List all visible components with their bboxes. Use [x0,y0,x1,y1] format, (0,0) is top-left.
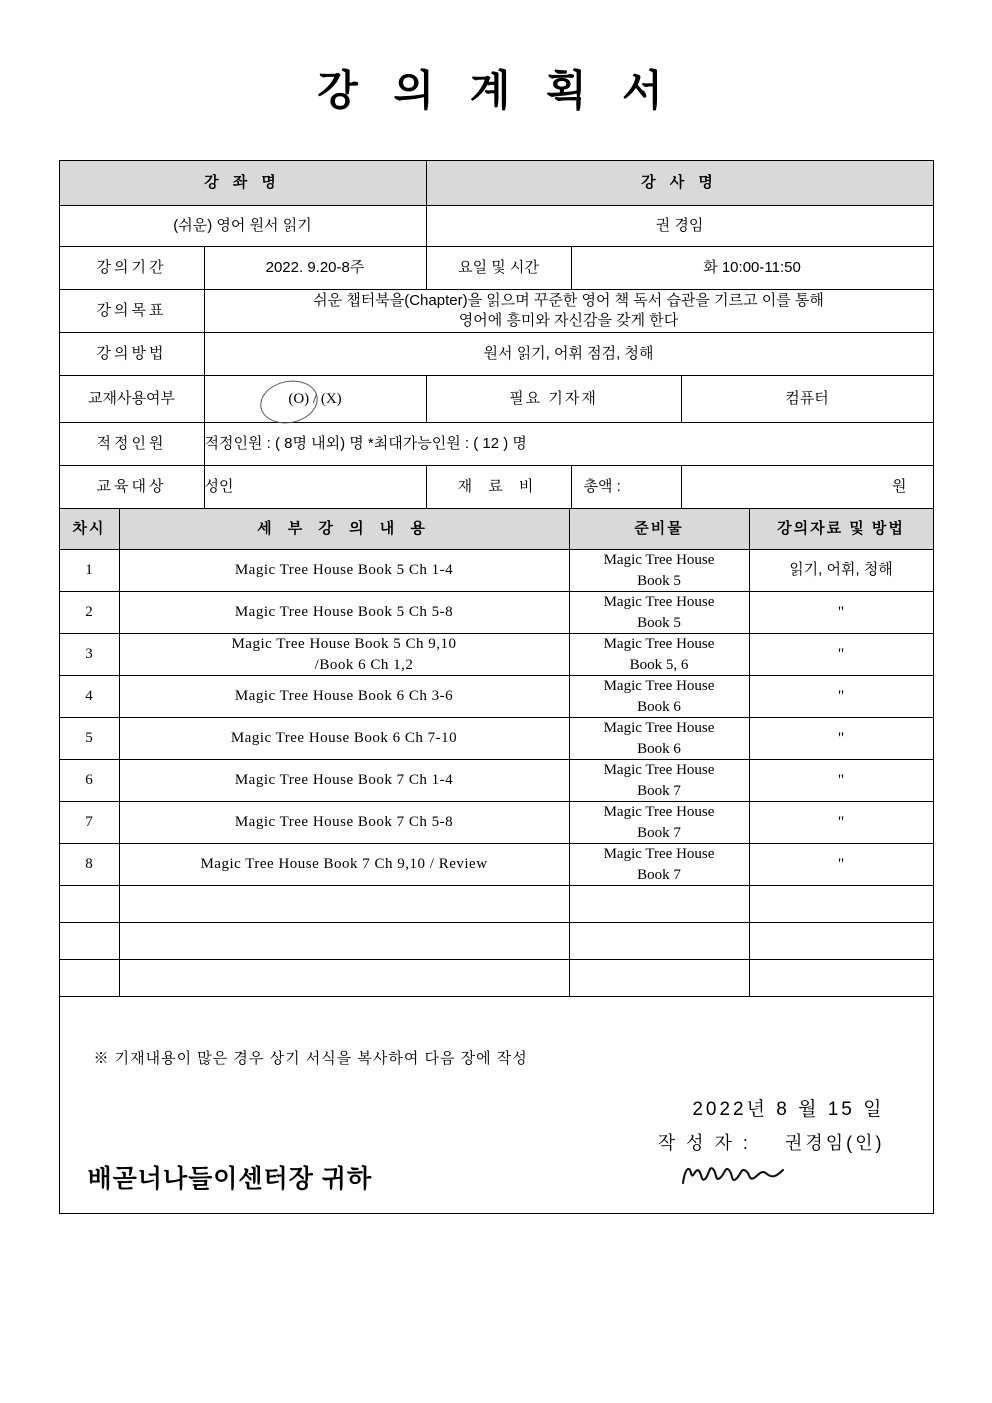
footer-cell [59,997,933,1214]
total-unit: 원 [681,466,933,509]
row-session-no: 5 [59,718,119,760]
row-session-no: 6 [59,760,119,802]
row-materials-line2: Book 6 [637,698,681,715]
row-content [119,550,569,592]
daytime-label: 요일 및 시간 [426,247,571,290]
row-content-line1: Magic Tree House Book 5 Ch 1-4 [234,562,454,579]
row-method [749,886,933,923]
row-method [749,960,933,997]
row-materials-line1: Magic Tree House [603,846,715,863]
row-session-no [59,960,119,997]
row-method: " [749,592,933,634]
row-materials-line2: Book 6 [637,740,681,757]
textbook-label: 교재사용여부 [59,376,204,423]
footer-author-label: 작 성 자 : [657,1132,751,1153]
footer-note: ※ 기재내용이 많은 경우 상기 서식을 복사하여 다음 장에 작성 [93,1049,528,1067]
row-materials [569,760,749,802]
row-method: " [749,634,933,676]
row-materials [569,718,749,760]
row-materials-line1: Magic Tree House [603,804,715,821]
row-content [119,886,569,923]
equipment-value: 컴퓨터 [681,376,933,423]
row-materials-line1: Magic Tree House [603,678,715,695]
row-materials [569,676,749,718]
period-value: 2022. 9.20-8주 [204,247,426,290]
row-content-line1: Magic Tree House Book 6 Ch 3-6 [234,688,454,705]
row-materials [569,886,749,923]
footer-author [60,1131,885,1155]
table-row [59,718,933,760]
row-materials [569,550,749,592]
row-content [119,718,569,760]
row-method: 읽기, 어휘, 청해 [749,550,933,592]
row-content-line1: Magic Tree House Book 6 Ch 7-10 [230,730,458,747]
col-header-session: 차시 [59,509,119,550]
period-label: 강의기간 [59,247,204,290]
page-title: 강 의 계 획 서 [317,67,675,114]
course-info-table [59,160,934,509]
row-session-no [59,886,119,923]
row-materials-line2: Book 5 [637,572,681,589]
row-materials [569,923,749,960]
table-row [59,247,933,290]
daytime-value: 화 10:00-11:50 [571,247,933,290]
col-header-materials: 준비물 [569,509,749,550]
row-content [119,802,569,844]
capacity-value: 적정인원 : ( 8명 내외) 명 *최대가능인원 : ( 12 ) 명 [204,423,933,466]
row-method: " [749,802,933,844]
row-content [119,760,569,802]
row-content [119,923,569,960]
table-row [59,423,933,466]
row-session-no: 2 [59,592,119,634]
row-session-no: 4 [59,676,119,718]
row-session-no: 3 [59,634,119,676]
goal-line-1: 쉬운 챕터북을(Chapter)을 읽으며 꾸준한 영어 책 독서 습관을 기르고 이를 통해 [313,291,824,309]
course-name-value: (쉬운) 영어 원서 읽기 [59,206,426,247]
row-content-line1: Magic Tree House Book 5 Ch 5-8 [234,604,454,621]
row-method: " [749,844,933,886]
table-row [59,466,933,509]
row-content [119,676,569,718]
footer-recipient: 배곧너나들이센터장 귀하 [87,1165,373,1194]
table-row [59,509,933,550]
row-content [119,960,569,997]
header-instructor-name: 강 사 명 [426,161,933,206]
table-row [59,676,933,718]
table-row [59,760,933,802]
row-materials-line1: Magic Tree House [603,636,715,653]
row-materials [569,592,749,634]
capacity-label: 적정인원 [59,423,204,466]
table-row [59,206,933,247]
row-materials [569,802,749,844]
footer-date: 2022년 8 월 15 일 [692,1099,885,1121]
footer-row [59,997,933,1214]
method-label: 강의방법 [59,333,204,376]
footer-author-name: 권경임(인) [784,1132,885,1153]
col-header-method: 강의자료 및 방법 [749,509,933,550]
row-materials-line1: Magic Tree House [603,762,715,779]
row-content-line1: Magic Tree House Book 5 Ch 9,10 [231,636,457,653]
goal-value [204,290,933,333]
row-content [119,592,569,634]
table-row [59,290,933,333]
row-content-line1: Magic Tree House Book 7 Ch 1-4 [234,772,454,789]
row-materials-line2: Book 7 [637,824,681,841]
row-materials-line2: Book 5 [637,614,681,631]
equipment-label: 필요 기자재 [426,376,681,423]
row-method: " [749,676,933,718]
table-row [59,844,933,886]
schedule-table [59,508,934,1214]
row-materials-line2: Book 7 [637,782,681,799]
target-value: 성인 [204,466,426,509]
row-method [749,923,933,960]
goal-line-2: 영어에 흥미와 자신감을 갖게 한다 [458,312,679,329]
table-row [59,802,933,844]
table-row [59,923,933,960]
table-row [59,592,933,634]
row-content-line1: Magic Tree House Book 7 Ch 5-8 [234,814,454,831]
table-row [59,333,933,376]
row-materials [569,844,749,886]
row-session-no [59,923,119,960]
row-session-no: 1 [59,550,119,592]
row-session-no: 7 [59,802,119,844]
textbook-value-text: (O) / (X) [288,390,342,407]
row-materials [569,634,749,676]
row-session-no: 8 [59,844,119,886]
table-row [59,161,933,206]
table-row [59,960,933,997]
total-label: 총액 : [571,466,681,509]
table-row [59,550,933,592]
instructor-name-value: 권 경임 [426,206,933,247]
row-materials-line1: Magic Tree House [603,552,715,569]
row-materials-line2: Book 5, 6 [629,656,689,673]
col-header-content: 세 부 강 의 내 용 [119,509,569,550]
row-content [119,634,569,676]
row-content-line2: /Book 6 Ch 1,2 [314,656,414,673]
goal-label: 강의목표 [59,290,204,333]
row-materials-line2: Book 7 [637,866,681,883]
header-course-name: 강 좌 명 [59,161,426,206]
row-content [119,844,569,886]
target-label: 교육대상 [59,466,204,509]
row-materials-line1: Magic Tree House [603,720,715,737]
row-method: " [749,760,933,802]
table-row [59,376,933,423]
row-content-line1: Magic Tree House Book 7 Ch 9,10 / Review [200,856,488,873]
row-materials-line1: Magic Tree House [603,594,715,611]
table-row [59,886,933,923]
textbook-value [204,376,426,423]
table-row [59,634,933,676]
material-fee-label: 재 료 비 [426,466,571,509]
method-value: 원서 읽기, 어휘 점검, 청해 [204,333,933,376]
row-materials [569,960,749,997]
row-method: " [749,718,933,760]
